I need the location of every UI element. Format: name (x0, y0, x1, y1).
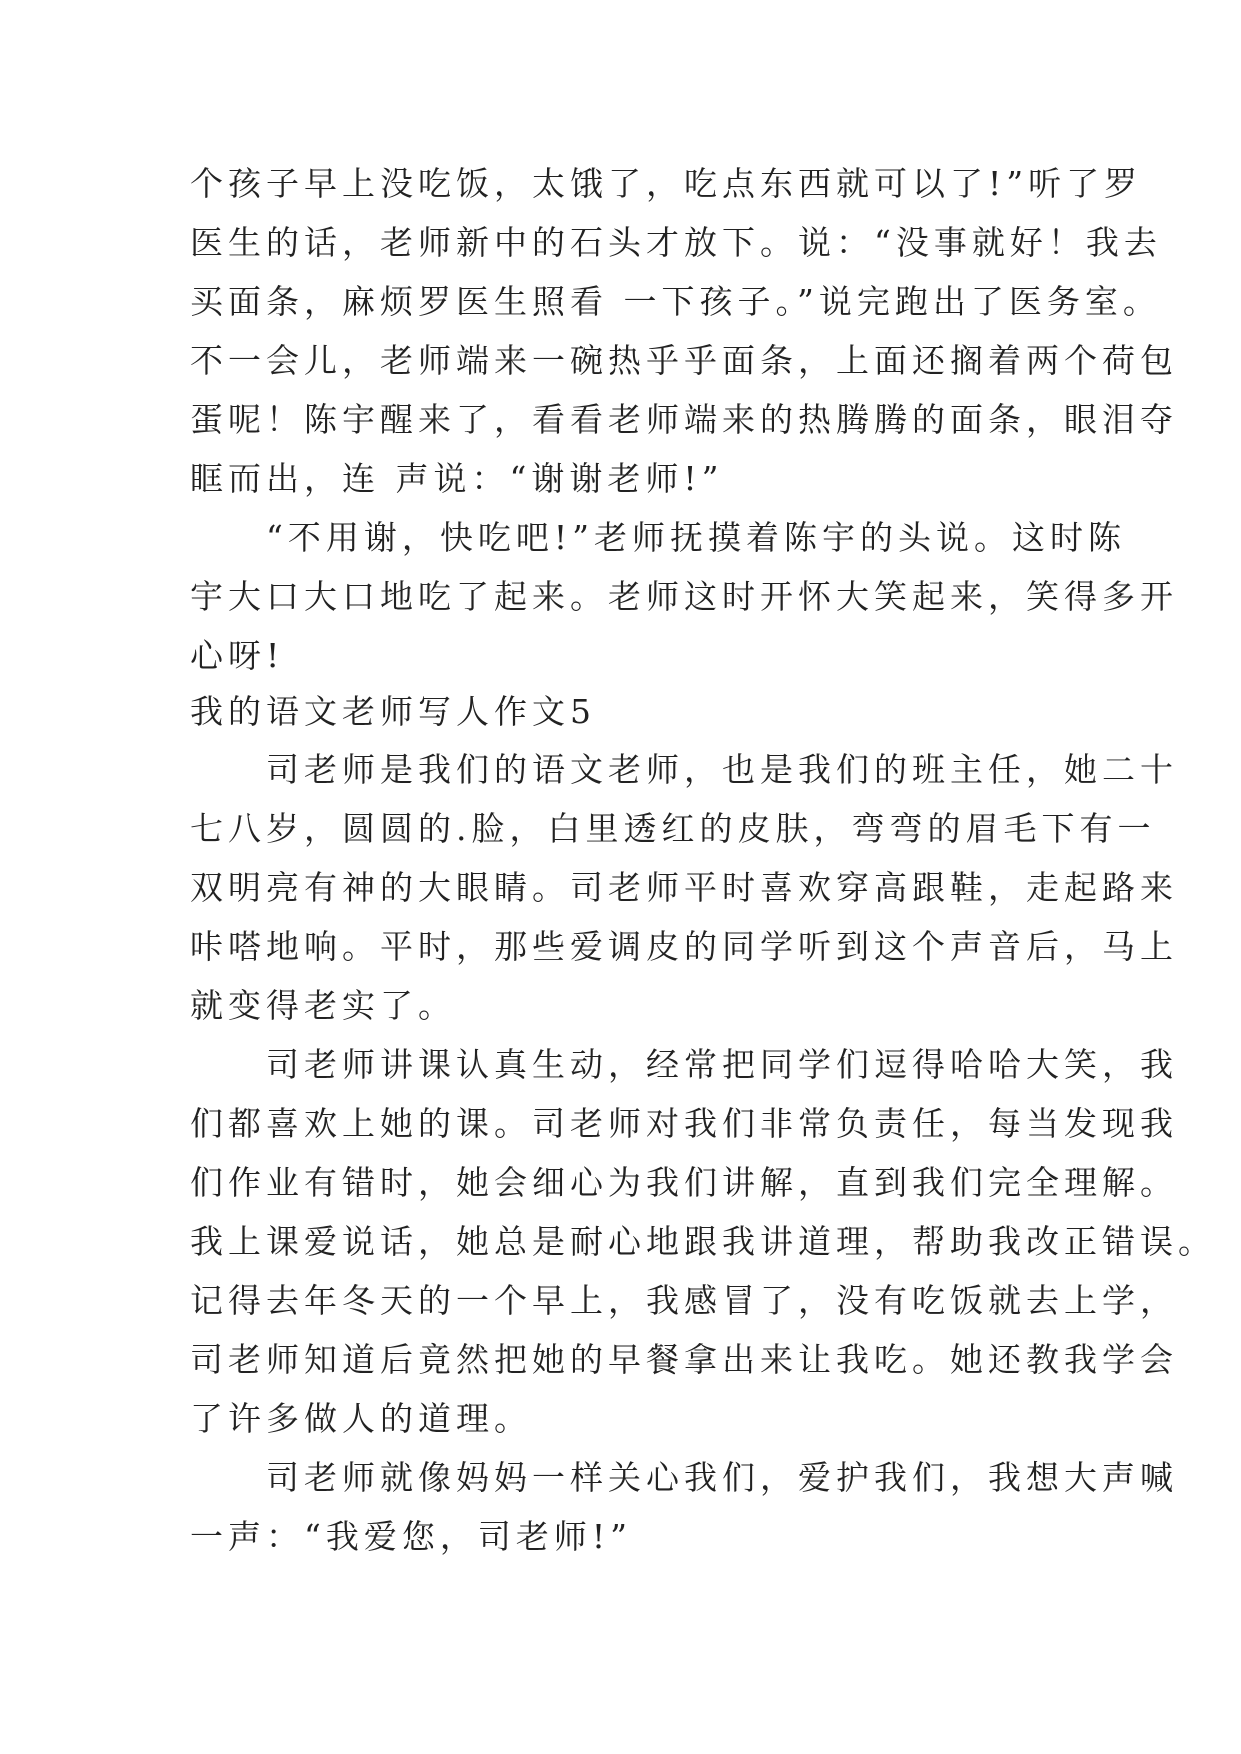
text-line: 买面条，麻烦罗医生照看 一下孩子。”说完跑出了医务室。 (190, 282, 1161, 321)
text-line: 司老师是我们的语文老师，也是我们的班主任，她二十 (190, 750, 1178, 789)
text-line: 咔嗒地响。平时，那些爱调皮的同学听到这个声音后，马上 (190, 927, 1178, 966)
text-line: 眶而出，连 声说：“谢谢老师!” (190, 459, 724, 498)
text-line: 们都喜欢上她的课。司老师对我们非常负责任，每当发现我 (190, 1104, 1178, 1143)
text-line: 们作业有错时，她会细心为我们讲解，直到我们完全理解。 (190, 1163, 1178, 1202)
text-line: 一声：“我爱您，司老师!” (190, 1517, 633, 1556)
text-line: 心呀! (190, 636, 285, 675)
text-line: 蛋呢！陈宇醒来了，看看老师端来的热腾腾的面条，眼泪夺 (190, 400, 1178, 439)
text-line: 了许多做人的道理。 (190, 1399, 532, 1438)
text-line: 我上课爱说话，她总是耐心地跟我讲道理，帮助我改正错误。 (190, 1222, 1216, 1261)
text-line: 司老师讲课认真生动，经常把同学们逗得哈哈大笑，我 (190, 1045, 1178, 1084)
text-line: 个孩子早上没吃饭，太饿了，吃点东西就可以了!”听了罗 (190, 164, 1143, 203)
text-line: 就变得老实了。 (190, 986, 456, 1025)
text-line: 双明亮有神的大眼睛。司老师平时喜欢穿高跟鞋，走起路来 (190, 868, 1178, 907)
text-line: 司老师就像妈妈一样关心我们，爱护我们，我想大声喊 (190, 1458, 1178, 1497)
text-line: “不用谢，快吃吧!”老师抚摸着陈宇的头说。这时陈 (190, 518, 1127, 557)
text-line: 宇大口大口地吃了起来。老师这时开怀大笑起来，笑得多开 (190, 577, 1178, 616)
section-heading: 我的语文老师写人作文5 (190, 692, 596, 731)
text-line: 记得去年冬天的一个早上，我感冒了，没有吃饭就去上学， (190, 1281, 1178, 1320)
text-line: 司老师知道后竟然把她的早餐拿出来让我吃。她还教我学会 (190, 1340, 1178, 1379)
text-line: 不一会儿，老师端来一碗热乎乎面条，上面还搁着两个荷包 (190, 341, 1178, 380)
text-line: 七八岁，圆圆的.脸，白里透红的皮肤，弯弯的眉毛下有一 (190, 809, 1156, 848)
text-line: 医生的话，老师新中的石头才放下。说：“没事就好！我去 (190, 223, 1162, 262)
